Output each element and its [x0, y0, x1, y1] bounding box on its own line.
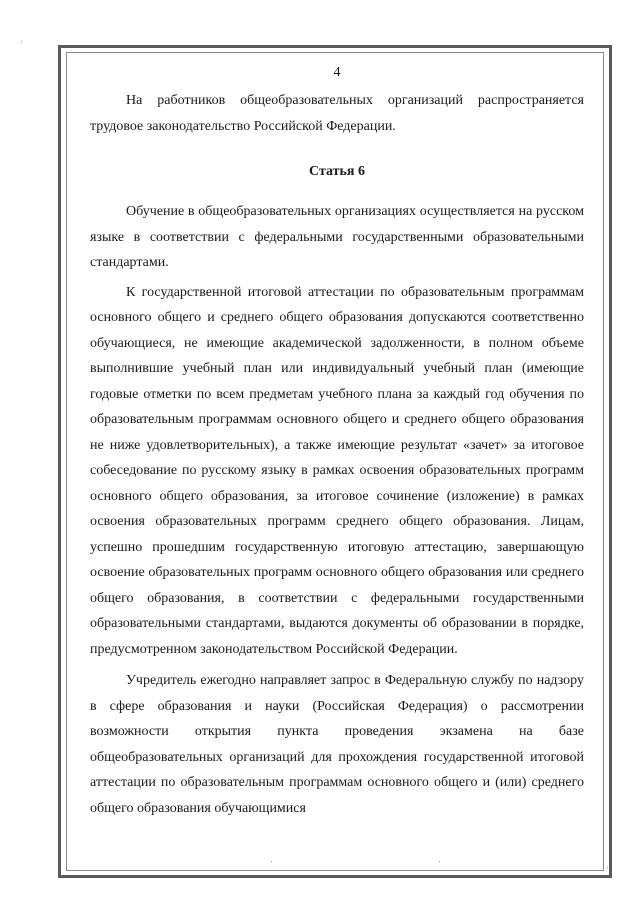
scan-speck: ' — [20, 40, 23, 50]
paragraph-employees-labor-law: На работников общеобразовательных организаций распространяется трудовое законодательство Российской Федерации. — [90, 93, 584, 134]
paragraph-founder-request: Учредитель ежегодно направляет запрос в Федеральную службу по надзору в сфере образования и науки (Российская Федерация) о рассмотрении возможности открытия пункта проведения экзамена на базе общеобразовательных организаций для прохождения государственной итоговой аттестации по образовательным программам основного общего и (или) среднего общего образования обучающимися — [90, 673, 584, 816]
scan-speck: ' — [606, 866, 609, 876]
paragraph-final-attestation: К государственной итоговой аттестации по образовательным программам основного общего и среднего общего образования допускаются соответственно обучающиеся, не имеющие академической задолженности, в полном объеме выполнившие учебный план или индивидуальный учебный план (имеющие годовые отметки по всем предметам учебного плана за каждый год обучения по образовательным программам основного общего и среднего общего образования не ниже удовлетворительных), а также имеющие результат «зачет» за итоговое собеседование по русскому языку в рамках освоения образовательных программ основного общего образования, за итоговое сочинение (изложение) в рамках освоения образовательных программ среднего общего образования. Лицам, успешно прошедшим государственную итоговую аттестацию, завершающую освоение образовательных программ основного общего образования или среднего общего образования, в соответствии с федеральными государственными образовательными стандартами, выдаются документы об образовании в порядке, предусмотренном законодательством Российской Федерации. — [90, 284, 584, 657]
paragraph-language-of-instruction: Обучение в общеобразовательных организациях осуществляется на русском языке в соответствии с федеральными государственными образовательными стандартами. — [90, 204, 584, 270]
scan-speck: , — [438, 855, 441, 865]
document-body — [90, 60, 584, 821]
page-number: 4 — [333, 65, 341, 80]
article-heading: Статья 6 — [309, 164, 365, 179]
scan-speck: , — [270, 855, 273, 865]
